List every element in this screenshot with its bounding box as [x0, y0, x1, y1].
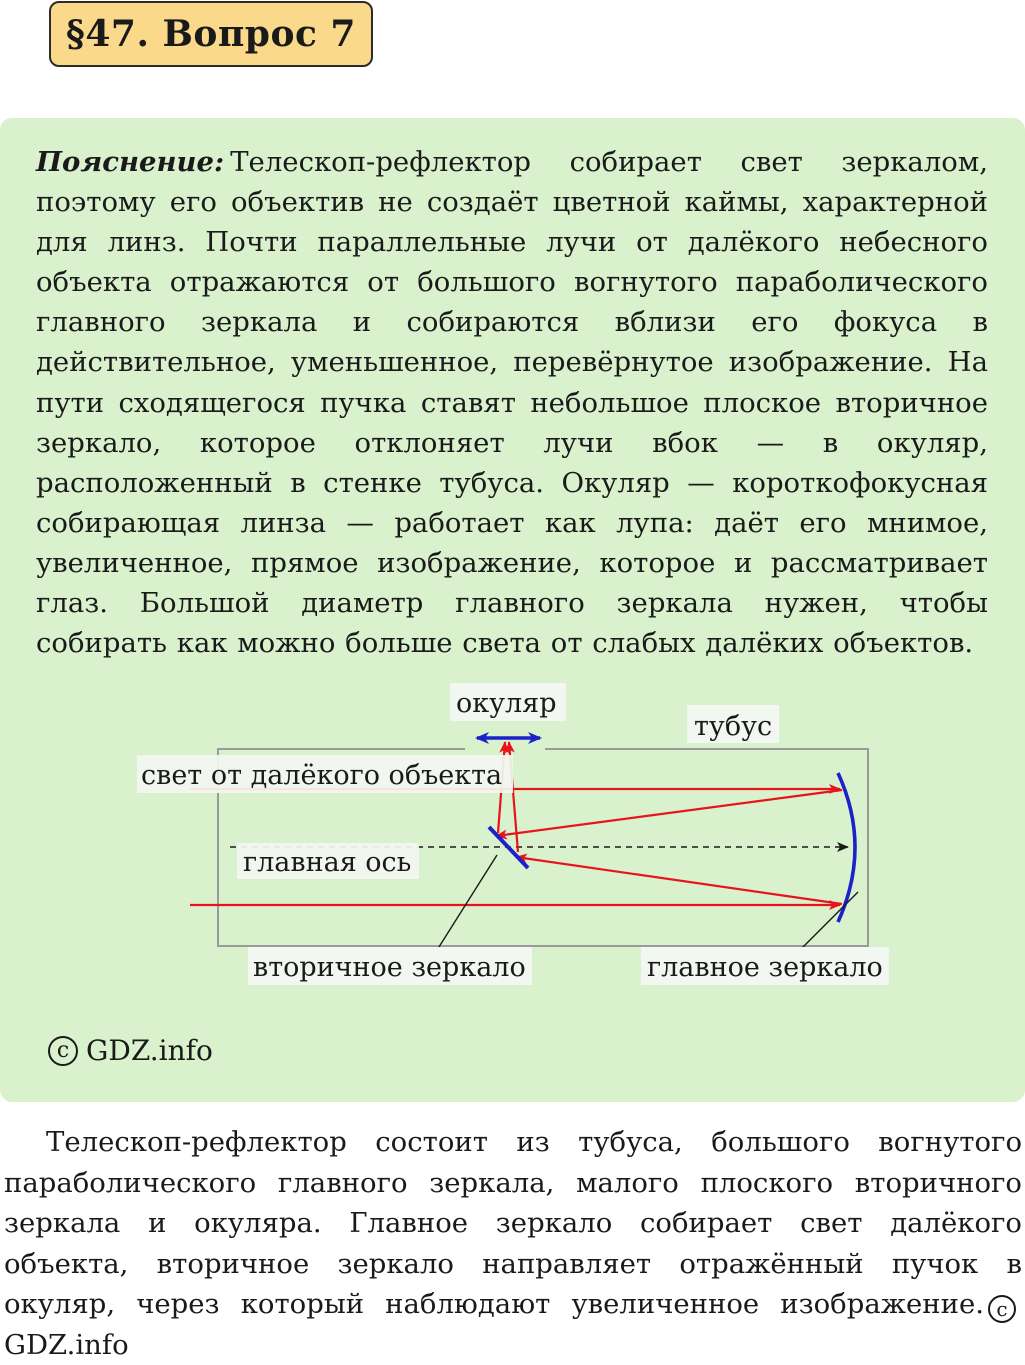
- answer-text: [4, 1122, 1022, 1365]
- section-title-badge: [49, 1, 373, 67]
- reflected-ray-top: [496, 790, 842, 836]
- explanation-lead: Пояснение:: [36, 146, 225, 178]
- incoming-light-label: свет от далёкого объекта: [141, 760, 503, 791]
- eyepiece-label: окуляр: [456, 688, 557, 719]
- copyright-icon: c: [988, 1295, 1016, 1323]
- primary-mirror-label: главное зеркало: [647, 952, 883, 983]
- main-axis-label: главная ось: [243, 847, 412, 878]
- answer-credit: GDZ.info: [4, 1328, 129, 1361]
- copyright-icon: c: [48, 1036, 78, 1066]
- reflector-telescope-diagram: [0, 670, 1025, 1010]
- tube-label: тубус: [694, 711, 773, 742]
- copyright-text: GDZ.info: [86, 1034, 213, 1067]
- secondary-mirror-label: вторичное зеркало: [253, 952, 526, 983]
- answer-body: Телескоп-рефлектор состоит из тубуса, большого вогнутого параболического главного зеркала, малого плоского вторичного зеркала и окуляра. Главное зеркало собирает свет далёкого объекта, вторичное зеркало направляет отражённый пучок в окуляр, через который наблюдают увеличенное изображение.: [4, 1126, 1022, 1320]
- copyright-line: [48, 1034, 213, 1067]
- secondary-mirror-leader: [432, 855, 497, 958]
- explanation-body: Телескоп-рефлектор собирает свет зеркалом, поэтому его объектив не создаёт цветной каймы, характерной для линз. Почти параллельные лучи от далёкого небесного объекта отражаются от большого вогнутого параболического главного зеркала и собираются вблизи его фокуса в действительное, уменьшенное, перевёрнутое изображение. На пути сходящегося пучка ставят небольшое плоское вторичное зеркало, которое отклоняет лучи вбок — в окуляр, расположенный в стенке тубуса. Окуляр — короткофокусная собирающая линза — работает как лупа: даёт его мнимое, увеличенное, прямое изображение, которое и рассматривает глаз. Большой диаметр главного зеркала нужен, чтобы собирать как можно больше света от слабых далёких объектов.: [36, 146, 988, 660]
- section-title: §47. Вопрос 7: [66, 13, 356, 55]
- explanation-text: [36, 142, 988, 663]
- reflected-ray-bottom: [516, 857, 842, 904]
